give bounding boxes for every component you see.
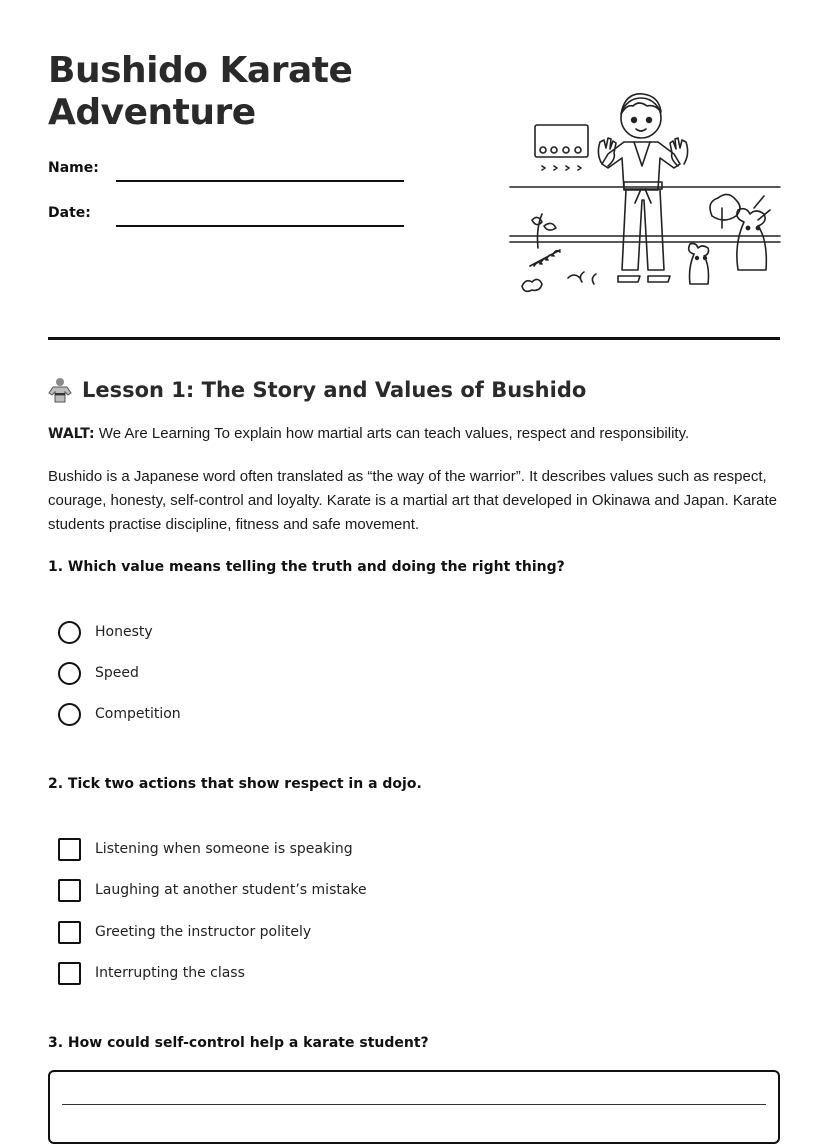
q3-answer-box[interactable] [48,1070,780,1144]
walt-statement [48,425,788,442]
checkbox[interactable] [58,838,81,861]
radio-button[interactable] [58,621,81,644]
lesson-header [48,374,586,406]
section-divider [48,337,780,340]
option-label: Laughing at another student’s mistake [95,882,367,898]
option-label: Listening when someone is speaking [95,841,353,857]
radio-button[interactable] [58,703,81,726]
q2-option-laughing[interactable] [58,878,367,902]
checkbox[interactable] [58,879,81,902]
radio-button[interactable] [58,662,81,685]
q1-option-honesty[interactable] [58,620,153,644]
karate-kid-dojo-illustration [508,88,782,310]
checkbox[interactable] [58,921,81,944]
option-label: Competition [95,706,181,722]
question-3: 3. How could self-control help a karate student? [48,1035,429,1051]
walt-label: WALT: [48,426,95,442]
q2-option-interrupting[interactable] [58,961,245,985]
walt-text: We Are Learning To explain how martial arts can teach values, respect and responsibility. [94,425,690,442]
date-label: Date: [48,205,91,221]
q1-option-speed[interactable] [58,661,139,685]
title-line-1: Bushido Karate [48,50,353,91]
name-field[interactable] [116,180,404,182]
option-label: Speed [95,665,139,681]
checkbox[interactable] [58,962,81,985]
answer-line [62,1104,766,1105]
worksheet-title [48,50,352,134]
q1-option-competition[interactable] [58,702,181,726]
martial-arts-uniform-icon [48,377,72,403]
question-2: 2. Tick two actions that show respect in a dojo. [48,776,422,792]
title-line-2: Adventure [48,92,256,133]
date-field[interactable] [116,225,404,227]
option-label: Honesty [95,624,153,640]
lesson-intro: Bushido is a Japanese word often translated as “the way of the warrior”. It describes values such as respect, courage, honesty, self-control and loyalty. Karate is a martial art that developed in Okinawa and Japan. Karate students practise discipline, fitness and safe movement. [48,468,778,533]
lesson-title: Lesson 1: The Story and Values of Bushido [82,378,587,402]
name-label: Name: [48,160,99,176]
q2-option-greeting[interactable] [58,920,311,944]
option-label: Greeting the instructor politely [95,924,312,940]
question-1: 1. Which value means telling the truth and doing the right thing? [48,559,565,575]
q2-option-listening[interactable] [58,837,353,861]
option-label: Interrupting the class [95,965,245,981]
